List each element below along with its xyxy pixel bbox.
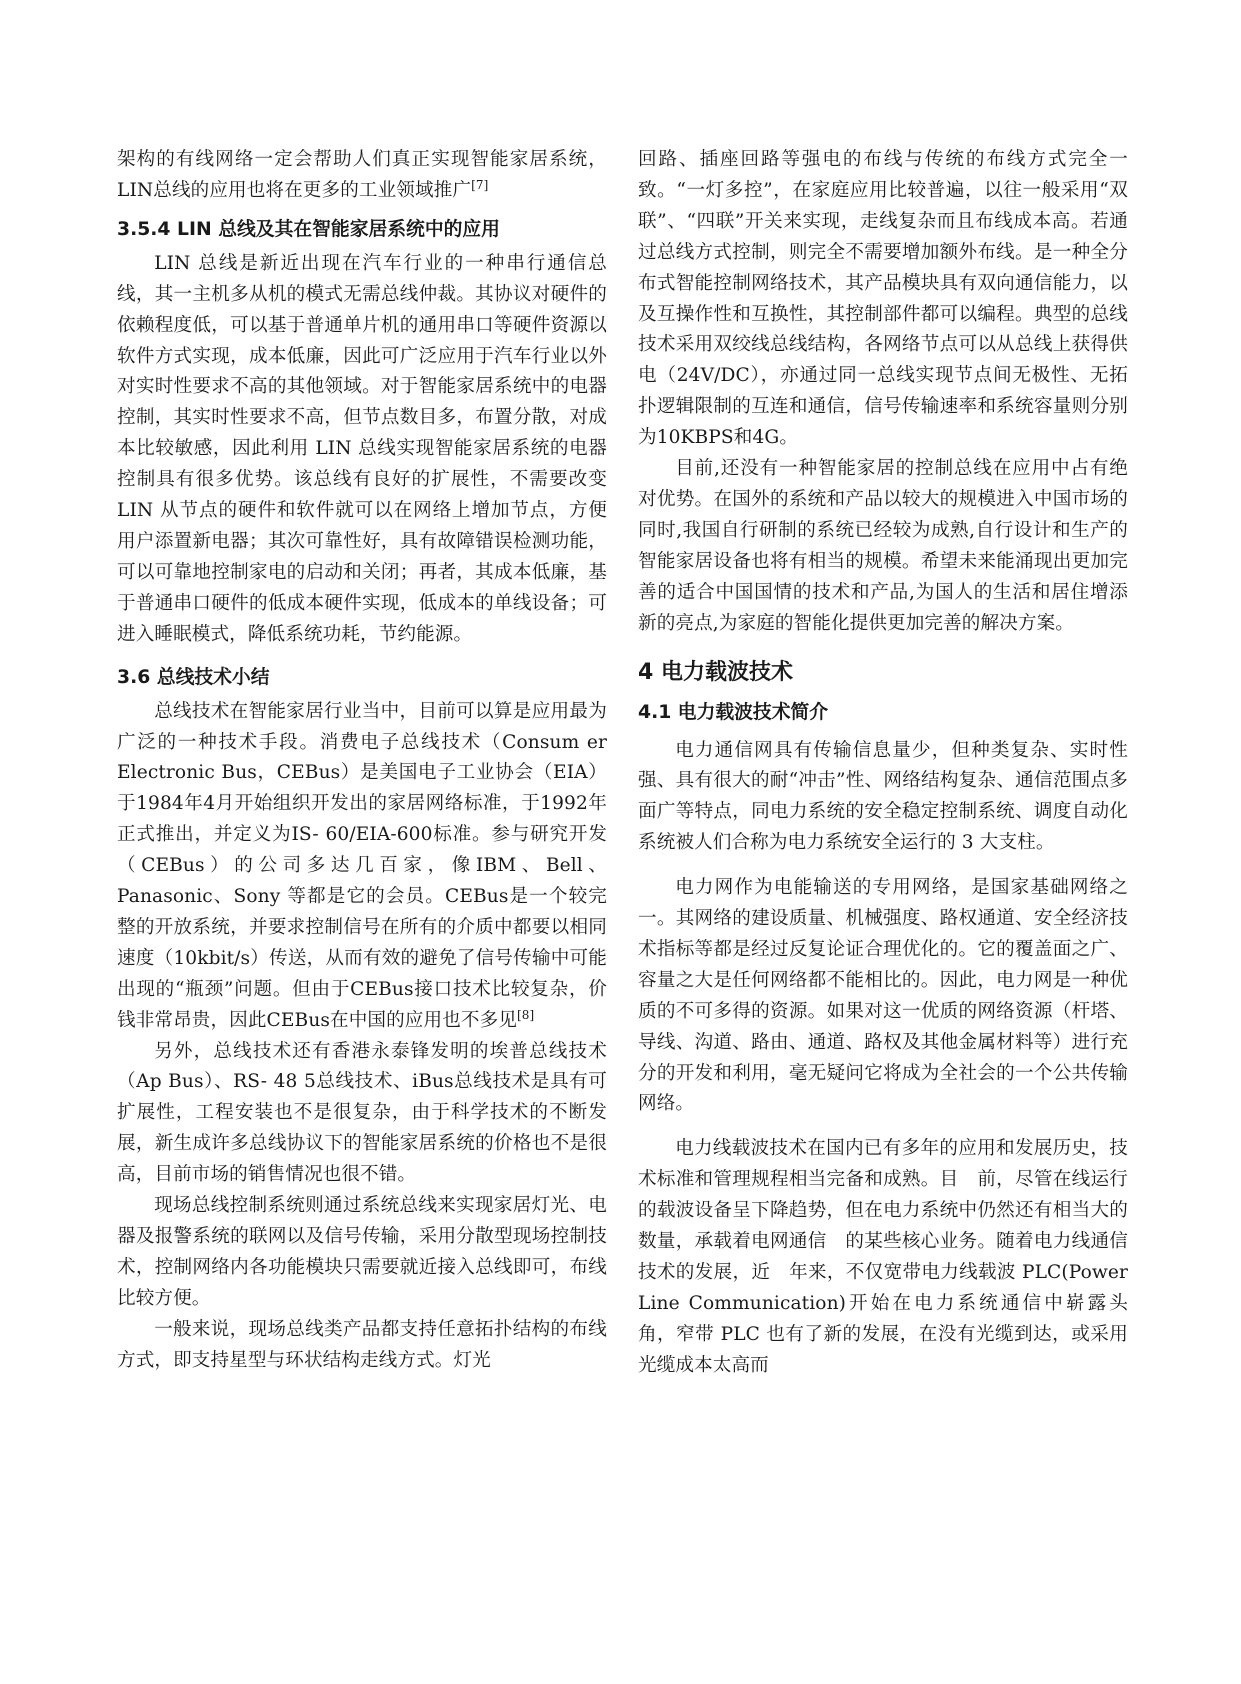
- paragraph: 回路、插座回路等强电的布线与传统的布线方式完全一致。“一灯多控”，在家庭应用比较普遍，以往一般采用“双联”、“四联”开关来实现，走线复杂而且布线成本高。若通过总线方式控制，则完全不需要增加额外布线。是一种全分布式智能控制网络技术，其产品模块具有双向通信能力，以及互操作性和互换性，其控制部件都可以编程。典型的总线技术采用双绞线总线结构，各网络节点可以从总线上获得供电（24V/DC），亦通过同一总线实现节点间无极性、无拓扑逻辑限制的互连和通信，信号传输速率和系统容量则分别为10KBPS和4G。: [638, 149, 1128, 449]
- section-heading-4: 4 电力载波技术: [638, 659, 793, 685]
- right-column: [638, 145, 1147, 1382]
- citation: [8]: [516, 1007, 535, 1022]
- section-heading-3-5-4: 3.5.4 LIN 总线及其在智能家居系统中的应用: [117, 218, 500, 240]
- section-heading-3-6: 3.6 总线技术小结: [117, 666, 270, 688]
- left-column: [117, 145, 607, 1377]
- paragraph: 电力通信网具有传输信息量少，但种类复杂、实时性强、具有很大的耐“冲击”性、网络结构复杂、通信范围点多面广等特点，同电力系统的安全稳定控制系统、调度自动化系统被人们合称为电力系统安全运行的 3 大支柱。: [638, 739, 1128, 854]
- section-heading-4-1: 4.1 电力载波技术简介: [638, 701, 829, 723]
- paragraph: 一般来说，现场总线类产品都支持任意拓扑结构的布线方式，即支持星型与环状结构走线方式。灯光: [117, 1318, 607, 1371]
- paragraph: 电力线载波技术在国内已有多年的应用和发展历史，技术标准和管理规程相当完备和成熟。目 前，尽管在线运行的载波设备呈下降趋势，但在电力系统中仍然还有相当大的数量，承载着电网通信 的某些核心业务。随着电力线通信技术的发展，近 年来，不仅宽带电力线载波 PLC(Power Line Communication)开始在电力系统通信中崭露头 角，窄带 PLC 也有了新的发展，在没有光缆到达，或采用光缆成本太高而: [638, 1138, 1147, 1376]
- paragraph: 总线技术在智能家居行业当中，目前可以算是应用最为广泛的一种技术手段。消费电子总线技术（Consum er Electronic Bus，CEBus）是美国电子工业协会（EIA）于1984年4月开始组织开发出的家居网络标准，于1992年正式推出，并定义为IS- 60/EIA-600标准。参与研究开发（CEBus）的公司多达几百家，像IBM、Bell、Panasonic、Sony 等都是它的会员。CEBus是一个较完整的开放系统，并要求控制信号在所有的介质中都要以相同速度（10kbit/s）传送，从而有效的避免了信号传输中可能出现的“瓶颈”问题。但由于CEBus接口技术比较复杂，价钱非常昂贵，因此CEBus在中国的应用也不多见[8]: [117, 700, 607, 1031]
- citation: [7]: [471, 177, 489, 192]
- paragraph: 目前,还没有一种智能家居的控制总线在应用中占有绝对优势。在国外的系统和产品以较大的规模进入中国市场的同时,我国自行研制的系统已经较为成熟,自行设计和生产的智能家居设备也将有相当的规模。希望未来能涌现出更加完善的适合中国国情的技术和产品,为国人的生活和居住增添新的亮点,为家庭的智能化提供更加完善的解决方案。: [638, 458, 1128, 634]
- paragraph: 另外，总线技术还有香港永泰锋发明的埃普总线技术（Ap Bus）、RS- 48 5总线技术、iBus总线技术是具有可扩展性，工程安装也不是很复杂，由于科学技术的不断发展，新生成许多总线协议下的智能家居系统的价格也不是很高，目前市场的销售情况也很不错。: [117, 1040, 607, 1186]
- paragraph: LIN 总线是新近出现在汽车行业的一种串行通信总线，其一主机多从机的模式无需总线仲裁。其协议对硬件的依赖程度低，可以基于普通单片机的通用串口等硬件资源以软件方式实现，成本低廉，因此可广泛应用于汽车行业以外对实时性要求不高的其他领域。对于智能家居系统中的电器控制，其实时性要求不高，但节点数目多，布置分散，对成本比较敏感，因此利用 LIN 总线实现智能家居系统的电器控制具有很多优势。该总线有良好的扩展性，不需要改变 LIN 从节点的硬件和软件就可以在网络上增加节点，方便用户添置新电器；其次可靠性好，具有故障错误检测功能，可以可靠地控制家电的启动和关闭；再者，其成本低廉，基于普通串口硬件的低成本硬件实现，低成本的单线设备；可进入睡眠模式，降低系统功耗，节约能源。: [117, 252, 607, 645]
- paragraph: 现场总线控制系统则通过系统总线来实现家居灯光、电器及报警系统的联网以及信号传输，采用分散型现场控制技术，控制网络内各功能模块只需要就近接入总线即可，布线比较方便。: [117, 1195, 607, 1309]
- paragraph: 电力网作为电能输送的专用网络，是国家基础网络之一。其网络的建设质量、机械强度、路权通道、安全经济技术指标等都是经过反复论证合理优化的。它的覆盖面之广、容量之大是任何网络都不能相比的。因此，电力网是一种优质的不可多得的资源。如果对这一优质的网络资源（杆塔、导线、沟道、路由、通道、路权及其他金属材料等）进行充分的开发和利用，毫无疑问它将成为全社会的一个公共传输网络。: [638, 877, 1128, 1115]
- paragraph: 架构的有线网络一定会帮助人们真正实现智能家居系统，LIN总线的应用也将在更多的工业领域推广[7]: [117, 149, 607, 201]
